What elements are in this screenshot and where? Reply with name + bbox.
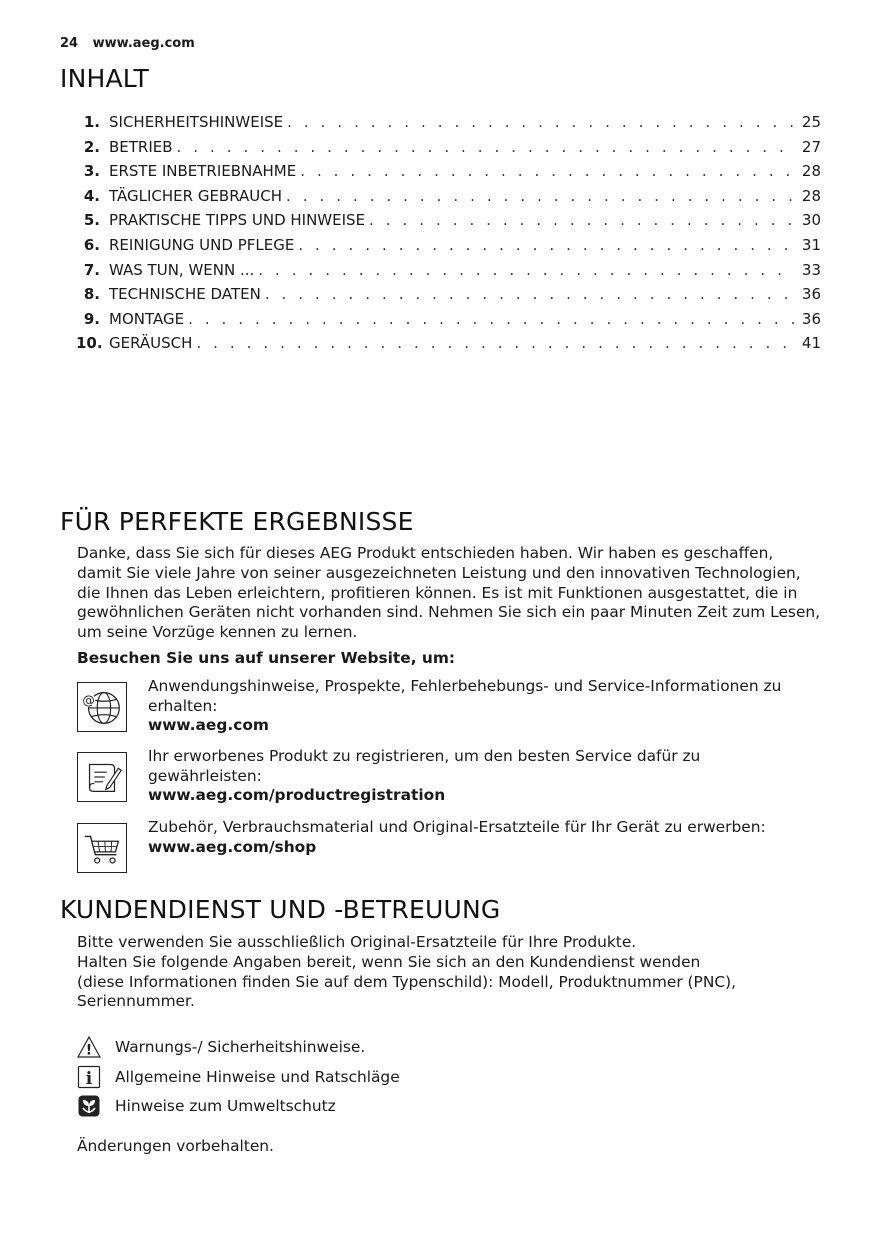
service-link[interactable]: www.aeg.com/shop (148, 837, 317, 856)
toc-entry[interactable] (76, 138, 821, 163)
page-header (60, 36, 195, 51)
legend-label: Warnungs-/ Sicherheitshinweise. (115, 1038, 366, 1056)
table-of-contents (76, 113, 821, 359)
toc-entry[interactable] (76, 162, 821, 187)
service-link[interactable]: www.aeg.com (148, 716, 269, 734)
toc-dot-leader (188, 310, 795, 328)
toc-number: 7. (83, 260, 100, 279)
header-website[interactable]: www.aeg.com (92, 36, 195, 51)
visit-website-label: Besuchen Sie uns auf unserer Website, um: (77, 649, 456, 667)
svg-text:!: ! (85, 1042, 93, 1059)
toc-number: 8. (83, 285, 100, 304)
changes-reserved-note: Änderungen vorbehalten. (77, 1137, 274, 1155)
service-text-line: Bitte verwenden Sie ausschließlich Original-Ersatzteile für Ihre Produkte. (77, 933, 637, 951)
service-text-line: (diese Informationen finden Sie auf dem Typenschild): Modell, Produktnummer (PNC), (77, 972, 736, 991)
toc-dot-leader (177, 138, 795, 156)
service-text-line: Halten Sie folgende Angaben bereit, wenn Sie sich an den Kundendienst wenden (77, 952, 701, 971)
service-text: Zubehör, Verbrauchsmaterial und Original-Ersatzteile für Ihr Gerät zu erwerben: (148, 818, 766, 836)
toc-title: GERÄUSCH (109, 334, 193, 353)
toc-title: REINIGUNG UND PFLEGE (109, 235, 295, 254)
toc-entry[interactable] (76, 310, 821, 335)
toc-dot-leader (300, 162, 795, 180)
legend-item-warning (77, 1035, 577, 1059)
info-icon (77, 1065, 101, 1089)
toc-page: 27 (801, 137, 821, 156)
toc-number: 10. (76, 334, 103, 353)
legend-item-environment (77, 1094, 577, 1118)
service-text-line: Seriennummer. (77, 992, 195, 1011)
toc-title: TECHNISCHE DATEN (109, 285, 261, 304)
service-text: Anwendungshinweise, Prospekte, Fehlerbehebungs- und Service-Informationen zu erhalten: (148, 677, 782, 715)
shopping-cart-icon (77, 823, 127, 873)
toc-page: 36 (801, 285, 821, 304)
toc-dot-leader (258, 261, 795, 279)
contents-title: INHALT (60, 64, 149, 93)
toc-entry[interactable] (76, 261, 821, 286)
toc-entry[interactable] (76, 113, 821, 138)
toc-title: SICHERHEITSHINWEISE (109, 113, 284, 131)
toc-title: TÄGLICHER GEBRAUCH (109, 186, 283, 205)
toc-page: 28 (801, 186, 821, 205)
toc-number: 1. (83, 113, 100, 131)
toc-number: 2. (83, 137, 100, 156)
intro-paragraph: Danke, dass Sie sich für dieses AEG Produkt entschieden haben. Wir haben es geschaffen, damit Sie viele Jahre von seiner ausgezeichneten Leistung und den innovativen Technologien, die Ihnen das Leben erleichtern, profitieren können. Es ist mit Funktionen ausgestattet, die in gewöhnlichen Geräten nicht vorhanden sind. Nehmen Sie sich ein paar Minuten Zeit zum Lesen, um seine Vorzüge kennen zu lernen. (77, 544, 821, 642)
toc-page: 31 (801, 235, 821, 254)
legend-label: Hinweise zum Umweltschutz (115, 1097, 336, 1115)
toc-number: 4. (83, 186, 100, 205)
legend-label: Allgemeine Hinweise und Ratschläge (115, 1068, 400, 1086)
toc-page: 33 (801, 260, 821, 279)
toc-entry[interactable] (76, 211, 821, 236)
toc-entry[interactable] (76, 334, 821, 359)
service-link[interactable]: www.aeg.com/productregistration (148, 786, 446, 804)
results-title: FÜR PERFEKTE ERGEBNISSE (60, 507, 414, 536)
toc-number: 3. (83, 162, 100, 181)
toc-dot-leader (298, 236, 795, 254)
toc-number: 5. (83, 211, 100, 230)
toc-number: 9. (83, 309, 100, 328)
toc-dot-leader (196, 334, 795, 352)
toc-title: MONTAGE (109, 309, 185, 328)
toc-dot-leader (287, 113, 795, 131)
toc-entry[interactable] (76, 285, 821, 310)
toc-page: 25 (801, 113, 821, 131)
toc-dot-leader (286, 187, 795, 205)
page-number: 24 (60, 36, 79, 51)
toc-title: BETRIEB (109, 137, 173, 156)
toc-dot-leader (369, 211, 795, 229)
environment-icon (77, 1094, 101, 1118)
service-paragraph (77, 933, 822, 1012)
svg-text:@: @ (82, 692, 95, 708)
toc-page: 30 (801, 211, 821, 230)
legend-item-info (77, 1065, 577, 1089)
registration-document-icon (77, 752, 127, 802)
svg-text:i: i (85, 1069, 93, 1089)
toc-entry[interactable] (76, 187, 821, 212)
globe-at-icon (77, 682, 127, 732)
toc-entry[interactable] (76, 236, 821, 261)
toc-number: 6. (83, 235, 100, 254)
service-text: Ihr erworbenes Produkt zu registrieren, um den besten Service dafür zu gewährleisten: (148, 747, 701, 785)
toc-page: 28 (801, 162, 821, 181)
toc-title: WAS TUN, WENN ... (109, 260, 255, 279)
service-title: KUNDENDIENST UND -BETREUUNG (60, 895, 501, 924)
toc-title: PRAKTISCHE TIPPS UND HINWEISE (109, 211, 366, 230)
toc-dot-leader (265, 285, 795, 303)
toc-page: 41 (801, 334, 821, 353)
toc-title: ERSTE INBETRIEBNAHME (109, 162, 297, 181)
warning-triangle-icon (77, 1035, 101, 1059)
toc-page: 36 (801, 309, 821, 328)
